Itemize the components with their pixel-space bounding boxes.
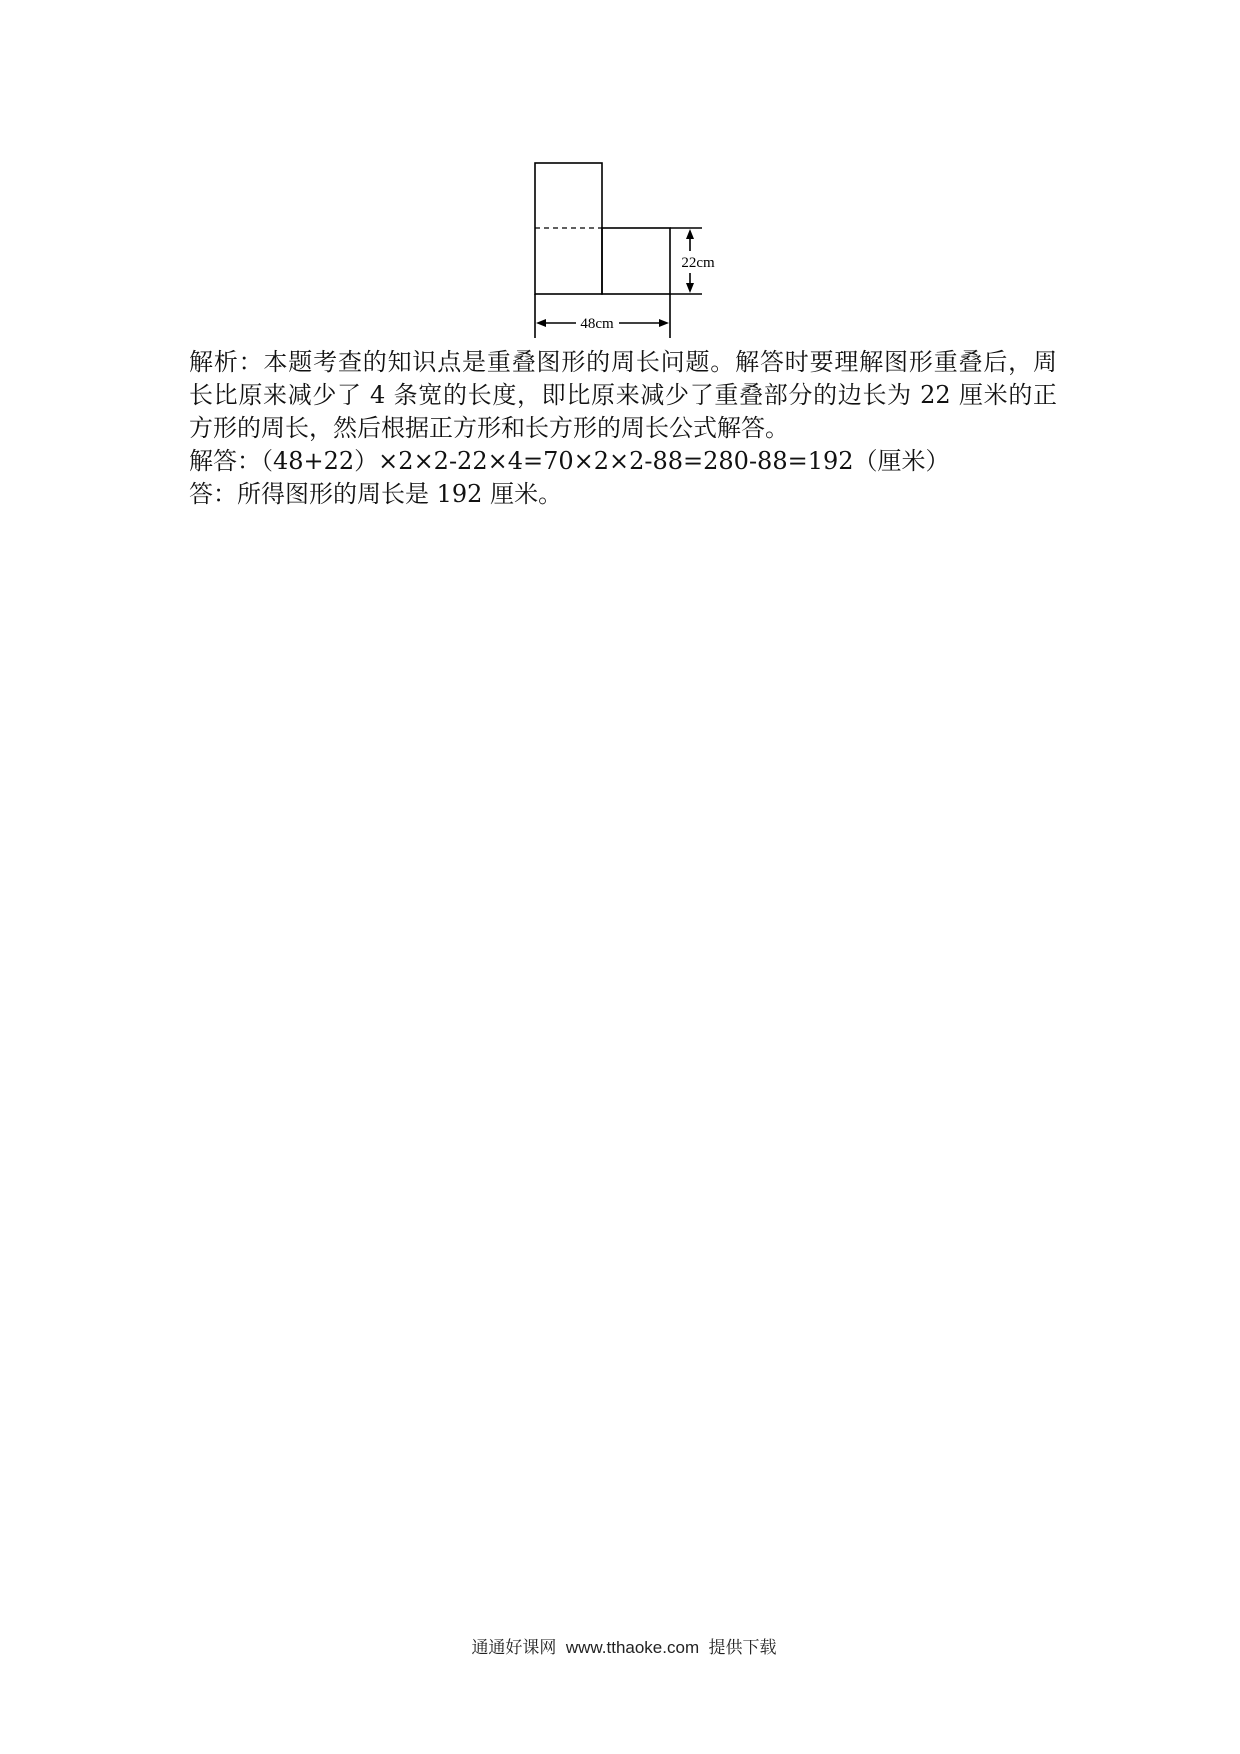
- solution-text-block: [189, 346, 1057, 511]
- page-footer: 通通好课网 www.tthaoke.com 提供下载: [471, 1638, 777, 1657]
- height-arrow-bottom-icon: [686, 283, 694, 293]
- analysis-line-1: 解析：本题考查的知识点是重叠图形的周长问题。解答时要理解图形重叠后，周: [189, 348, 1057, 376]
- overlapping-rectangles-diagram: [0, 0, 1240, 360]
- solution-line: 解答：（48+22）×2×2-22×4=70×2×2-88=280-88=192（厘米）: [189, 447, 950, 475]
- analysis-line-3: 方形的周长，然后根据正方形和长方形的周长公式解答。: [189, 414, 789, 442]
- height-arrow-top-icon: [686, 229, 694, 239]
- width-dimension-label: 48cm: [580, 316, 614, 332]
- height-dimension-label: 22cm: [681, 255, 715, 271]
- analysis-line-2: 长比原来减少了 4 条宽的长度，即比原来减少了重叠部分的边长为 22 厘米的正: [189, 381, 1057, 409]
- answer-line: 答：所得图形的周长是 192 厘米。: [189, 480, 563, 508]
- width-arrow-right-icon: [659, 319, 669, 327]
- right-square: [602, 228, 670, 294]
- width-arrow-left-icon: [536, 319, 546, 327]
